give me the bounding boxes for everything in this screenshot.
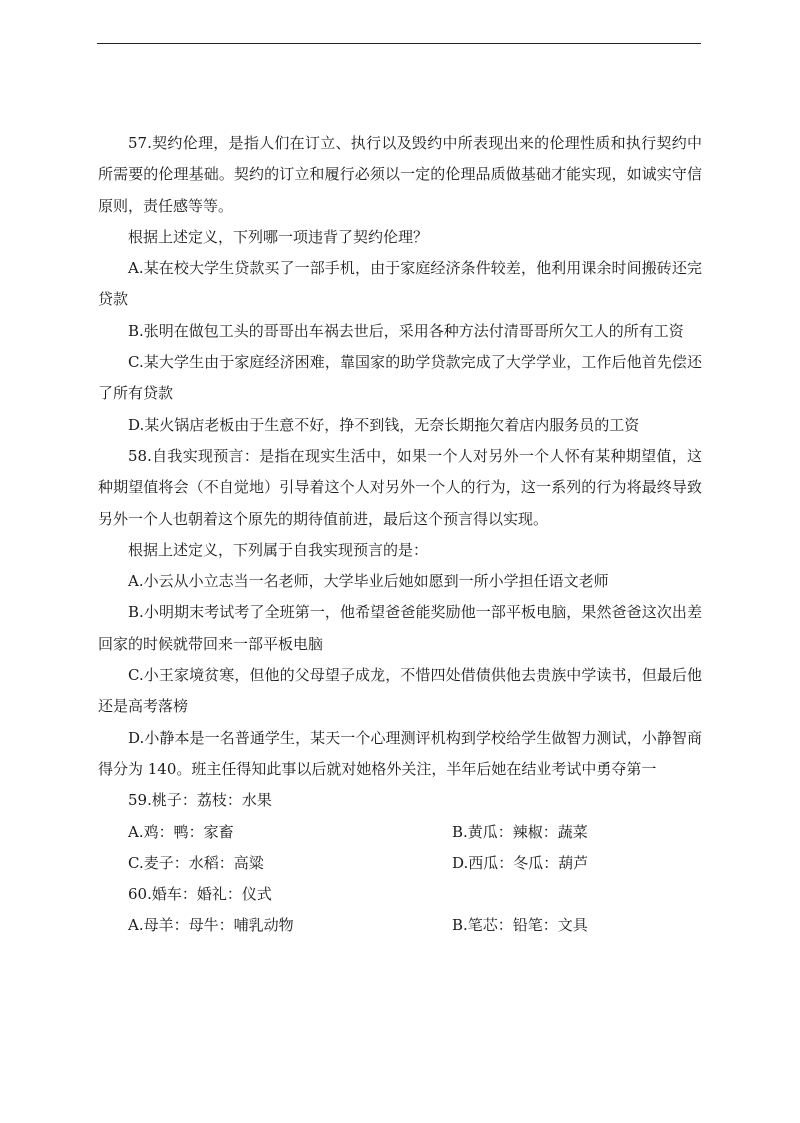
question-57-option-c: C.某大学生由于家庭经济困难，靠国家的助学贷款完成了大学学业，工作后他首先偿还了所有贷款	[98, 353, 702, 403]
question-58-option-d: D.小静本是一名普通学生，某天一个心理测评机构到学校给学生做智力测试，小静智商得分为 140。班主任得知此事以后就对她格外关注，半年后她在结业考试中勇夺第一	[98, 728, 702, 778]
question-59-options-row-2	[98, 848, 702, 879]
question-60-option-a: A.母羊：母牛：哺乳动物	[128, 916, 294, 935]
question-58-option-a: A.小云从小立志当一名老师，大学毕业后她如愿到一所小学担任语文老师	[128, 572, 609, 591]
question-58	[98, 441, 702, 785]
question-57-option-a: A.某在校大学生贷款买了一部手机，由于家庭经济条件较差，他利用课余时间搬砖还完贷款	[98, 259, 702, 309]
header-rule	[97, 43, 701, 44]
question-57-option-d: D.某火锅店老板由于生意不好，挣不到钱，无奈长期拖欠着店内服务员的工资	[128, 415, 640, 434]
question-59-stem: 59.桃子：荔枝：水果	[128, 791, 272, 810]
question-58-option-b: B.小明期末考试考了全班第一，他希望爸爸能奖励他一部平板电脑，果然爸爸这次出差回家的时候就带回来一部平板电脑	[98, 603, 702, 653]
question-58-prompt: 根据上述定义，下列属于自我实现预言的是：	[128, 540, 429, 559]
question-60	[98, 879, 702, 942]
question-57	[98, 128, 702, 441]
question-59-option-a: A.鸡：鸭：家畜	[128, 822, 234, 841]
question-59	[98, 785, 702, 879]
question-59-option-d: D.西瓜：冬瓜：葫芦	[452, 853, 589, 872]
question-57-option-b: B.张明在做包工头的哥哥出车祸去世后，采用各种方法付清哥哥所欠工人的所有工资	[128, 321, 684, 340]
question-58-stem: 58.自我实现预言：是指在现实生活中，如果一个人对另外一个人怀有某种期望值，这种期望值将会（不自觉地）引导着这个人对另外一个人的行为，这一系列的行为将最终导致另外一个人也朝着这个原先的期待值前进，最后这个预言得以实现。	[98, 446, 702, 528]
question-57-prompt: 根据上述定义，下列哪一项违背了契约伦理？	[128, 227, 429, 246]
question-59-options-row-1	[98, 817, 702, 848]
question-57-stem: 57.契约伦理，是指人们在订立、执行以及毁约中所表现出来的伦理性质和执行契约中所需要的伦理基础。契约的订立和履行必须以一定的伦理品质做基础才能实现，如诚实守信原则，责任感等等。	[98, 134, 702, 215]
question-60-options-row-1	[98, 910, 702, 941]
question-58-option-c: C.小王家境贫寒，但他的父母望子成龙，不惜四处借债供他去贵族中学读书，但最后他还是高考落榜	[98, 666, 702, 716]
question-59-option-b: B.黄瓜：辣椒：蔬菜	[452, 822, 588, 841]
question-59-option-c: C.麦子：水稻：高粱	[128, 853, 264, 872]
question-60-option-b: B.笔芯：铅笔：文具	[452, 916, 588, 935]
question-60-stem: 60.婚车：婚礼：仪式	[128, 885, 272, 904]
document-body	[98, 128, 702, 942]
